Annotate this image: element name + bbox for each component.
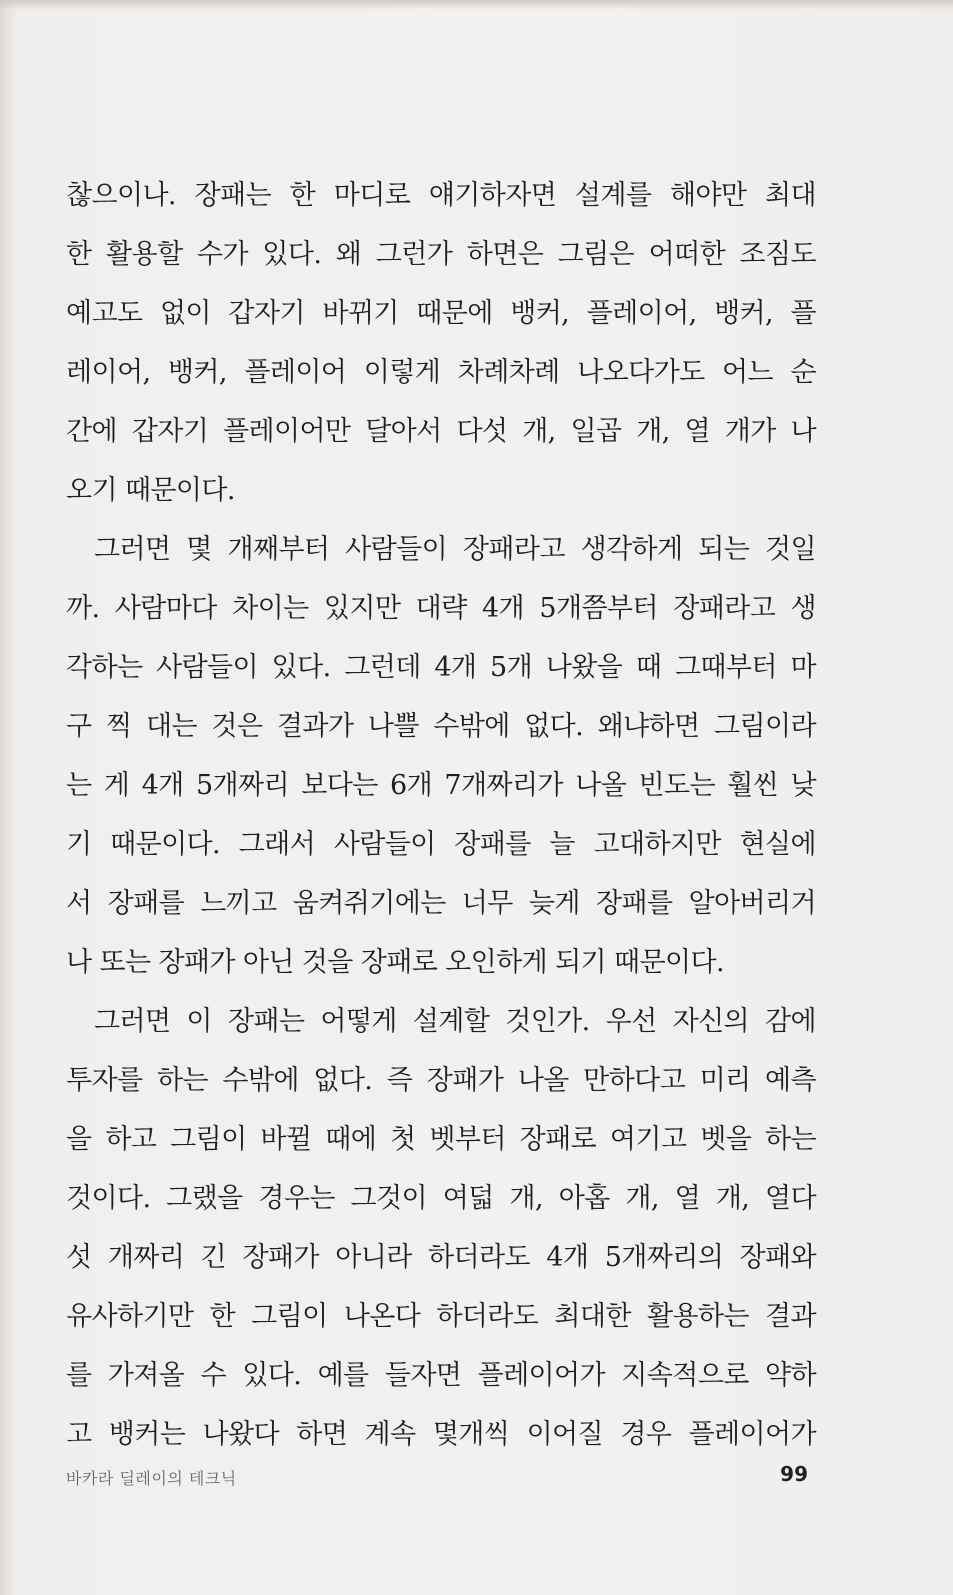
text-line: 고 뱅커는 나왔다 하면 계속 몇개씩 이어질 경우 플레이어가 — [66, 1419, 816, 1450]
text-line: 섯 개짜리 긴 장패가 아니라 하더라도 4개 5개짜리의 장패와 — [66, 1242, 816, 1273]
text-line: 를 가져올 수 있다. 예를 들자면 플레이어가 지속적으로 약하 — [66, 1360, 816, 1391]
text-line: 레이어, 뱅커, 플레이어 이렇게 차례차례 나오다가도 어느 순 — [66, 357, 816, 388]
text-line: 오기 때문이다. — [66, 475, 235, 506]
body-text — [66, 166, 816, 1464]
text-line: 는 게 4개 5개짜리 보다는 6개 7개짜리가 나올 빈도는 훨씬 낮 — [66, 770, 816, 801]
text-line: 각하는 사람들이 있다. 그런데 4개 5개 나왔을 때 그때부터 마 — [66, 652, 816, 683]
page-number: 99 — [780, 1462, 808, 1486]
page-edge-shadow — [0, 0, 953, 10]
text-line: 기 때문이다. 그래서 사람들이 장패를 늘 고대하지만 현실에 — [66, 829, 816, 860]
text-line: 까. 사람마다 차이는 있지만 대략 4개 5개쯤부터 장패라고 생 — [66, 593, 816, 624]
text-line: 것이다. 그랬을 경우는 그것이 여덟 개, 아홉 개, 열 개, 열다 — [66, 1183, 816, 1214]
text-line: 서 장패를 느끼고 움켜쥐기에는 너무 늦게 장패를 알아버리거 — [66, 888, 816, 919]
running-footer-title: 바카라 딜레이의 테크닉 — [66, 1469, 237, 1488]
text-line: 그러면 몇 개째부터 사람들이 장패라고 생각하게 되는 것일 — [94, 534, 816, 565]
text-line: 투자를 하는 수밖에 없다. 즉 장패가 나올 만하다고 미리 예측 — [66, 1065, 816, 1096]
text-line: 나 또는 장패가 아닌 것을 장패로 오인하게 되기 때문이다. — [66, 947, 724, 978]
text-line: 을 하고 그림이 바뀔 때에 첫 벳부터 장패로 여기고 벳을 하는 — [66, 1124, 816, 1155]
text-line: 예고도 없이 갑자기 바뀌기 때문에 뱅커, 플레이어, 뱅커, 플 — [66, 298, 816, 329]
text-line: 그러면 이 장패는 어떻게 설계할 것인가. 우선 자신의 감에 — [94, 1006, 816, 1037]
text-line: 간에 갑자기 플레이어만 달아서 다섯 개, 일곱 개, 열 개가 나 — [66, 416, 816, 447]
text-line: 유사하기만 한 그림이 나온다 하더라도 최대한 활용하는 결과 — [66, 1301, 816, 1332]
text-line: 구 찍 대는 것은 결과가 나쁠 수밖에 없다. 왜냐하면 그림이라 — [66, 711, 816, 742]
text-line: 찮으이나. 장패는 한 마디로 얘기하자면 설계를 해야만 최대 — [66, 180, 816, 211]
text-line: 한 활용할 수가 있다. 왜 그런가 하면은 그림은 어떠한 조짐도 — [66, 239, 816, 270]
